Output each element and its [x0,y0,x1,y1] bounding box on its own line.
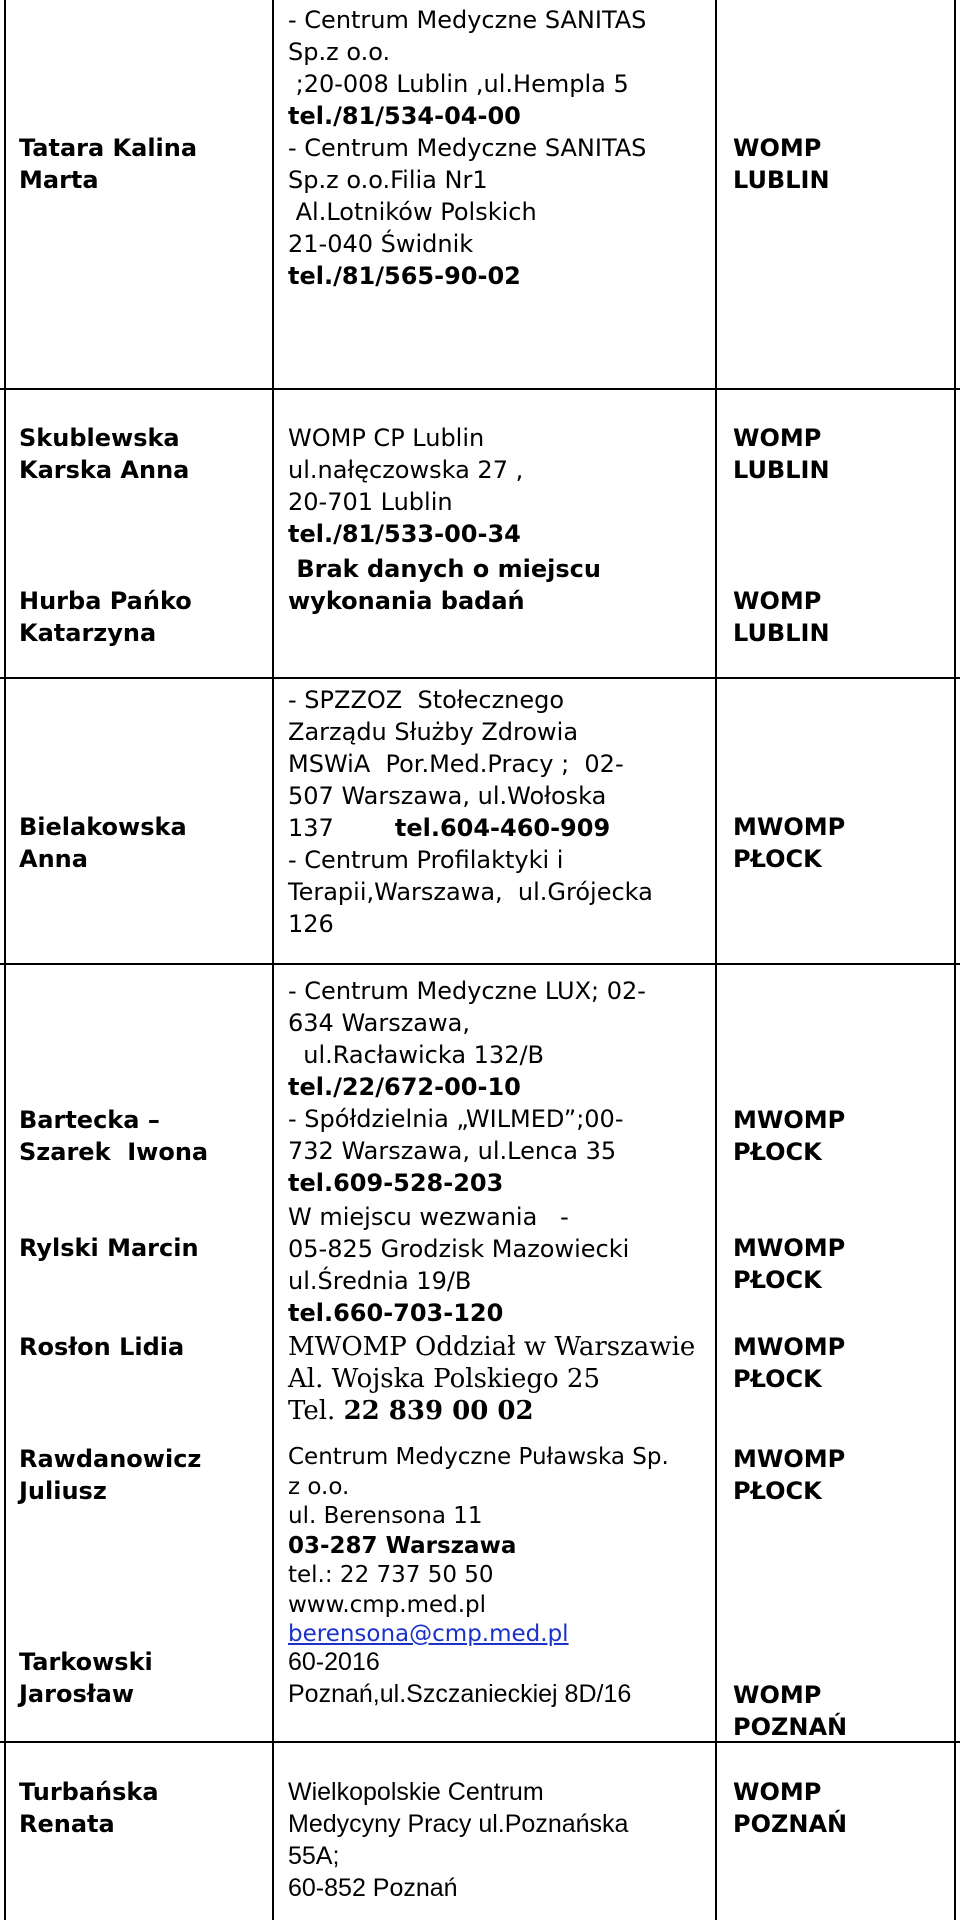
person-name: Tarkowski Jarosław [19,1648,153,1708]
clinic-address: Brak danych o miejscu wykonania badań [288,555,601,615]
womp-office: MWOMP PŁOCK [733,813,846,873]
table-border-left [4,0,6,1920]
person-name: Skublewska Karska Anna [19,424,190,484]
womp-office: WOMP POZNAŃ [733,1778,848,1838]
womp-office: MWOMP PŁOCK [733,1106,846,1166]
clinic-address: W miejscu wezwania - 05-825 Grodzisk Mazowiecki ul.Średnia 19/B tel.660-703-120 [288,1203,630,1327]
table-border-right [954,0,956,1920]
clinic-address: - Centrum Medyczne SANITAS Sp.z o.o. ;20-008 Lublin ,ul.Hempla 5 tel./81/534-04-00 - Centrum Medyczne SANITAS Sp.z o.o.Filia Nr1 Al.Lotników Polskich 21-040 Świdnik tel./81/565-90-02 [288,6,647,290]
clinic-address: - SPZZOZ Stołecznego Zarządu Służby Zdrowia MSWiA Por.Med.Pracy ; 02- 507 Warszawa, ul.Wołoska 137 tel.604-460-909 - Centrum Profilaktyki i Terapii,Warszawa, ul.Grójecka 126 [288,686,653,938]
womp-office: MWOMP PŁOCK [733,1445,846,1505]
person-name: Hurba Pańko Katarzyna [19,587,192,647]
clinic-address: Centrum Medyczne Puławska Sp. z o.o. ul. Berensona 11 03-287 Warszawa tel.: 22 737 50 50 www.cmp.med.pl berensona@cmp.med.pl [288,1443,669,1650]
womp-office: WOMP POZNAŃ [733,1681,848,1741]
person-name: Bartecka – Szarek Iwona [19,1106,209,1166]
person-name: Tatara Kalina Marta [19,134,198,194]
person-name: Bielakowska Anna [19,813,187,873]
column-divider-1 [272,0,274,1920]
person-name: Turbańska Renata [19,1778,159,1838]
person-name: Rylski Marcin [19,1234,199,1262]
womp-office: MWOMP PŁOCK [733,1234,846,1294]
row-divider-3 [0,963,960,965]
womp-office: WOMP LUBLIN [733,587,830,647]
person-name: Rosłon Lidia [19,1333,185,1361]
column-divider-2 [715,0,717,1920]
clinic-address: - Centrum Medyczne LUX; 02- 634 Warszawa, ul.Racławicka 132/B tel./22/672-00-10 - Spółdzielnia „WILMED”;00- 732 Warszawa, ul.Lenca 35 tel.609-528-203 [288,977,646,1197]
womp-office: WOMP LUBLIN [733,134,830,194]
row-divider-1 [0,388,960,390]
clinic-address: Wielkopolskie Centrum Medycyny Pracy ul.Poznańska 55A; 60-852 Poznań [288,1778,629,1902]
womp-office: WOMP LUBLIN [733,424,830,484]
clinic-address: 60-2016 Poznań,ul.Szczanieckiej 8D/16 [288,1648,632,1708]
row-divider-2 [0,677,960,679]
clinic-address: WOMP CP Lublin ul.nałęczowska 27 , 20-701 Lublin tel./81/533-00-34 [288,424,524,548]
email-link[interactable]: berensona@cmp.med.pl [288,1621,569,1647]
womp-office: MWOMP PŁOCK [733,1333,846,1393]
person-name: Rawdanowicz Juliusz [19,1445,202,1505]
clinic-address: MWOMP Oddział w Warszawie Al. Wojska Polskiego 25 Tel. 22 839 00 02 [288,1332,696,1426]
